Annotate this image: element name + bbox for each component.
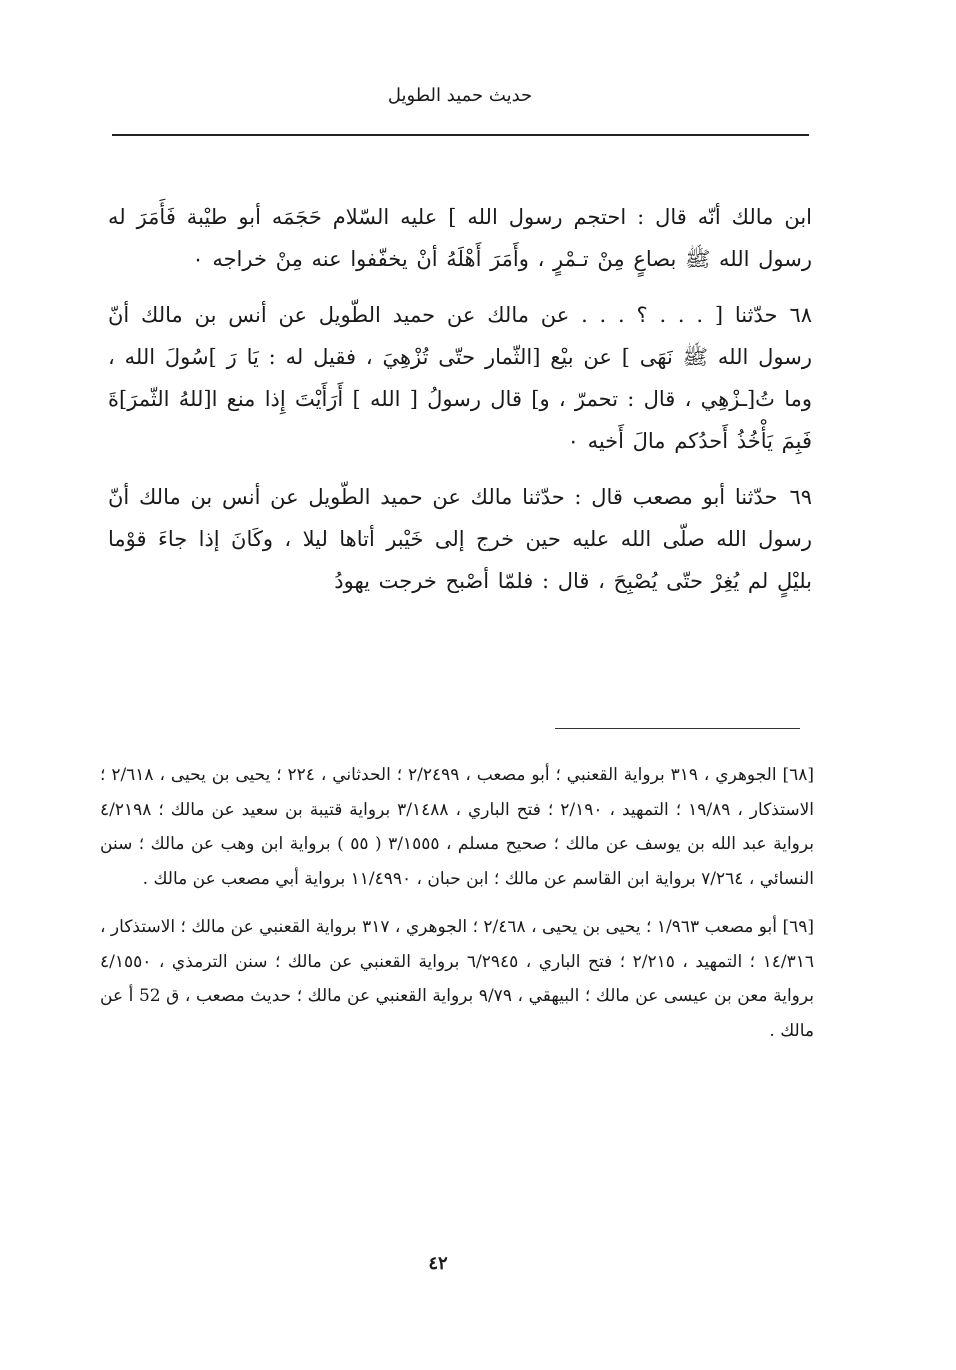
footnote-rule	[555, 728, 800, 729]
header-rule	[112, 134, 809, 136]
footnote-68: [٦٨] الجوهري ، ٣١٩ برواية القعنبي ؛ أبو مصعب ، ٢/٢٤٩٩ ؛ الحدثاني ، ٢٢٤ ؛ يحيى بن يحيى ، ٢/٦١٨ ؛ الاستذكار ، ١٩/٨٩ ؛ التمهيد ، ٢/١٩٠ ؛ فتح الباري ، ٣/١٤٨٨ برواية قتيبة بن سعيد عن مالك ؛ ٤/٢١٩٨ برواية عبد الله بن يوسف عن مالك ؛ صحيح مسلم ، ٣/١٥٥٥ ( ٥٥ ) برواية ابن وهب عن مالك ؛ سنن النسائي ، ٧/٢٦٤ برواية ابن القاسم عن مالك ؛ ابن حبان ، ١١/٤٩٩٠ برواية أبي مصعب عن مالك .	[100, 765, 815, 889]
paragraph-continued: ابن مالك أنّه قال : احتجم رسول الله ] عليه السّلام حَجَمَه أبو طيْبة فَأَمَرَ له رسول الله ﷺ بصاعٍ مِنْ تـمْرٍ ، وأَمَرَ أَهْلَهُ أنْ يخفّفوا عنه مِنْ خراجه ٠	[108, 205, 812, 271]
paragraph-68-text: حدّثنا [ . . . ؟ . . . عن مالك عن حميد الطّويل عن أنس بن مالك أنّ رسول الله ﷺ نَهَى ] عن بيْع [الثّمار حتّى تُزْهِيَ ، فقيل له : يَا رَ ]سُولَ الله ، وما تُ[ـزْهِي ، قال : تحمرّ ، و] قال رسولُ [ الله ] أَرَأَيْتَ إِذا منع ا[للهُ الثّمرَ]ةَ فَبِمَ يَأْخُذُ أَحدُكم مالَ أَخيه ٠	[108, 303, 812, 453]
paragraph-number-68: ٦٨	[789, 303, 812, 327]
main-text	[108, 196, 812, 616]
paragraph-69	[108, 476, 812, 602]
page-number: ٤٢	[428, 1253, 448, 1274]
paragraph-68	[108, 294, 812, 462]
footnote-69: [٦٩] أبو مصعب ١/٩٦٣ ؛ يحيى بن يحيى ، ٢/٤٦٨ ؛ الجوهري ، ٣١٧ برواية القعنبي عن مالك ؛ الاستذكار ، ١٤/٣١٦ ؛ التمهيد ، ٢/٢١٥ ؛ فتح الباري ، ٦/٢٩٤٥ برواية القعنبي عن مالك ؛ سنن الترمذي ، ٤/١٥٥٠ برواية معن بن عيسى عن مالك ؛ البيهقي ، ٩/٧٩ برواية القعنبي عن مالك ؛ حديث مصعب ، ق 52 أ عن مالك .	[100, 917, 814, 1041]
paragraph-number-69: ٦٩	[789, 485, 812, 509]
paragraph-69-text: حدّثنا أبو مصعب قال : حدّثنا مالك عن حميد الطّويل عن أنس بن مالك أنّ رسول الله صلّى الله عليه حين خرج إلى خَيْبر أتاها ليلا ، وكَانَ إذا جاءَ قوْما بليْلٍ لم يُغِرْ حتّى يُصْبِحَ ، قال : فلمّا أصْبح خرجت يهودُ	[108, 485, 812, 593]
running-head-title: حديث حميد الطويل	[387, 85, 533, 106]
footnotes	[100, 758, 814, 1062]
